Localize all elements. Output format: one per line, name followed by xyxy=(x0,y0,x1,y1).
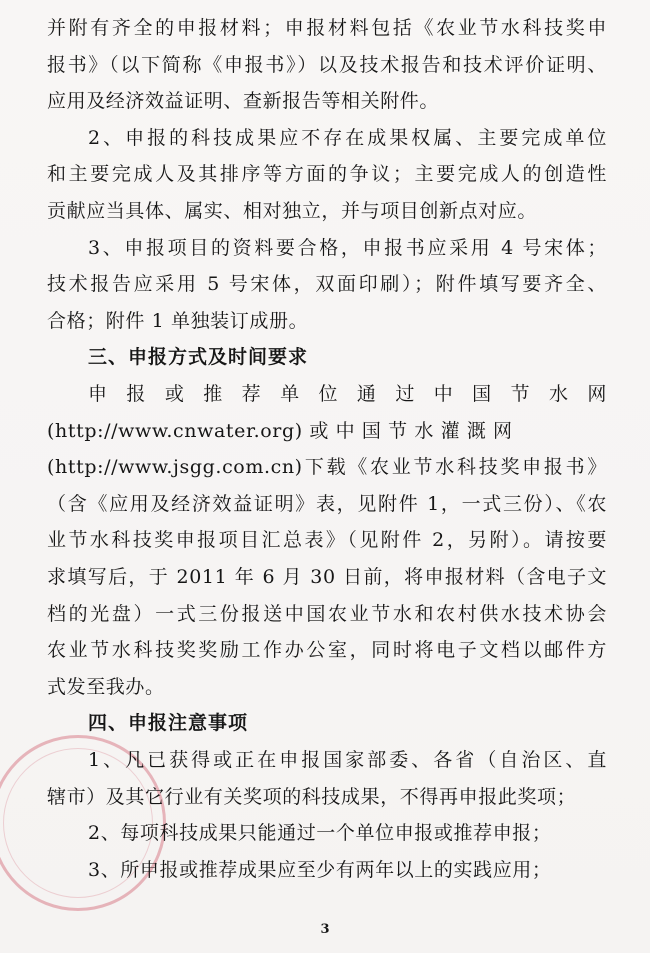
text-line: 申 报 或 推 荐 单 位 通 过 中 国 节 水 网 xyxy=(88,383,607,405)
page-number: 3 xyxy=(320,922,330,937)
text-line: (http://www.jsgg.com.cn)下载《农业节水科技奖申报书》 xyxy=(47,456,607,478)
text-line: 2、每项科技成果只能通过一个单位申报或推荐申报； xyxy=(88,822,552,844)
text-line: 报书》（以下简称《申报书》）以及技术报告和技术评价证明、 xyxy=(47,54,607,76)
text-line: 合格；附件 1 单独装订成册。 xyxy=(47,310,309,332)
text-line: 贡献应当具体、属实、相对独立，并与项目创新点对应。 xyxy=(47,200,538,222)
section-heading: 四、申报注意事项 xyxy=(88,712,249,734)
text-line: 3、所申报或推荐成果应至少有两年以上的实践应用； xyxy=(88,859,552,881)
text-line: 技术报告应采用 5 号宋体，双面印刷）；附件填写要齐全、 xyxy=(47,273,607,295)
text-line: 业节水科技奖申报项目汇总表》（见附件 2，另附）。请按要 xyxy=(47,529,607,551)
text-line: 档的光盘）一式三份报送中国农业节水和农村供水技术协会 xyxy=(47,603,607,625)
text-line: 应用及经济效益证明、查新报告等相关附件。 xyxy=(47,90,440,112)
section-heading: 三、申报方式及时间要求 xyxy=(88,346,309,368)
text-line: (http://www.cnwater.org) 或 中 国 节 水 灌 溉 网 xyxy=(47,420,513,442)
text-line: （含《应用及经济效益证明》表，见附件 1，一式三份）、《农 xyxy=(47,493,607,515)
text-line: 辖市）及其它行业有关奖项的科技成果，不得再申报此奖项； xyxy=(47,786,577,808)
text-line: 3、申报项目的资料要合格，申报书应采用 4 号宋体； xyxy=(88,237,607,259)
text-line: 式发至我办。 xyxy=(47,676,165,698)
text-line: 1、凡已获得或正在申报国家部委、各省（自治区、直 xyxy=(88,749,607,771)
text-line: 并附有齐全的申报材料；申报材料包括《农业节水科技奖申 xyxy=(47,17,607,39)
text-line: 农业节水科技奖奖励工作办公室，同时将电子文档以邮件方 xyxy=(47,639,607,661)
text-line: 2、申报的科技成果应不存在成果权属、主要完成单位 xyxy=(88,127,607,149)
text-line: 和主要完成人及其排序等方面的争议；主要完成人的创造性 xyxy=(47,163,607,185)
text-line: 求填写后，于 2011 年 6 月 30 日前，将申报材料（含电子文 xyxy=(47,566,607,588)
